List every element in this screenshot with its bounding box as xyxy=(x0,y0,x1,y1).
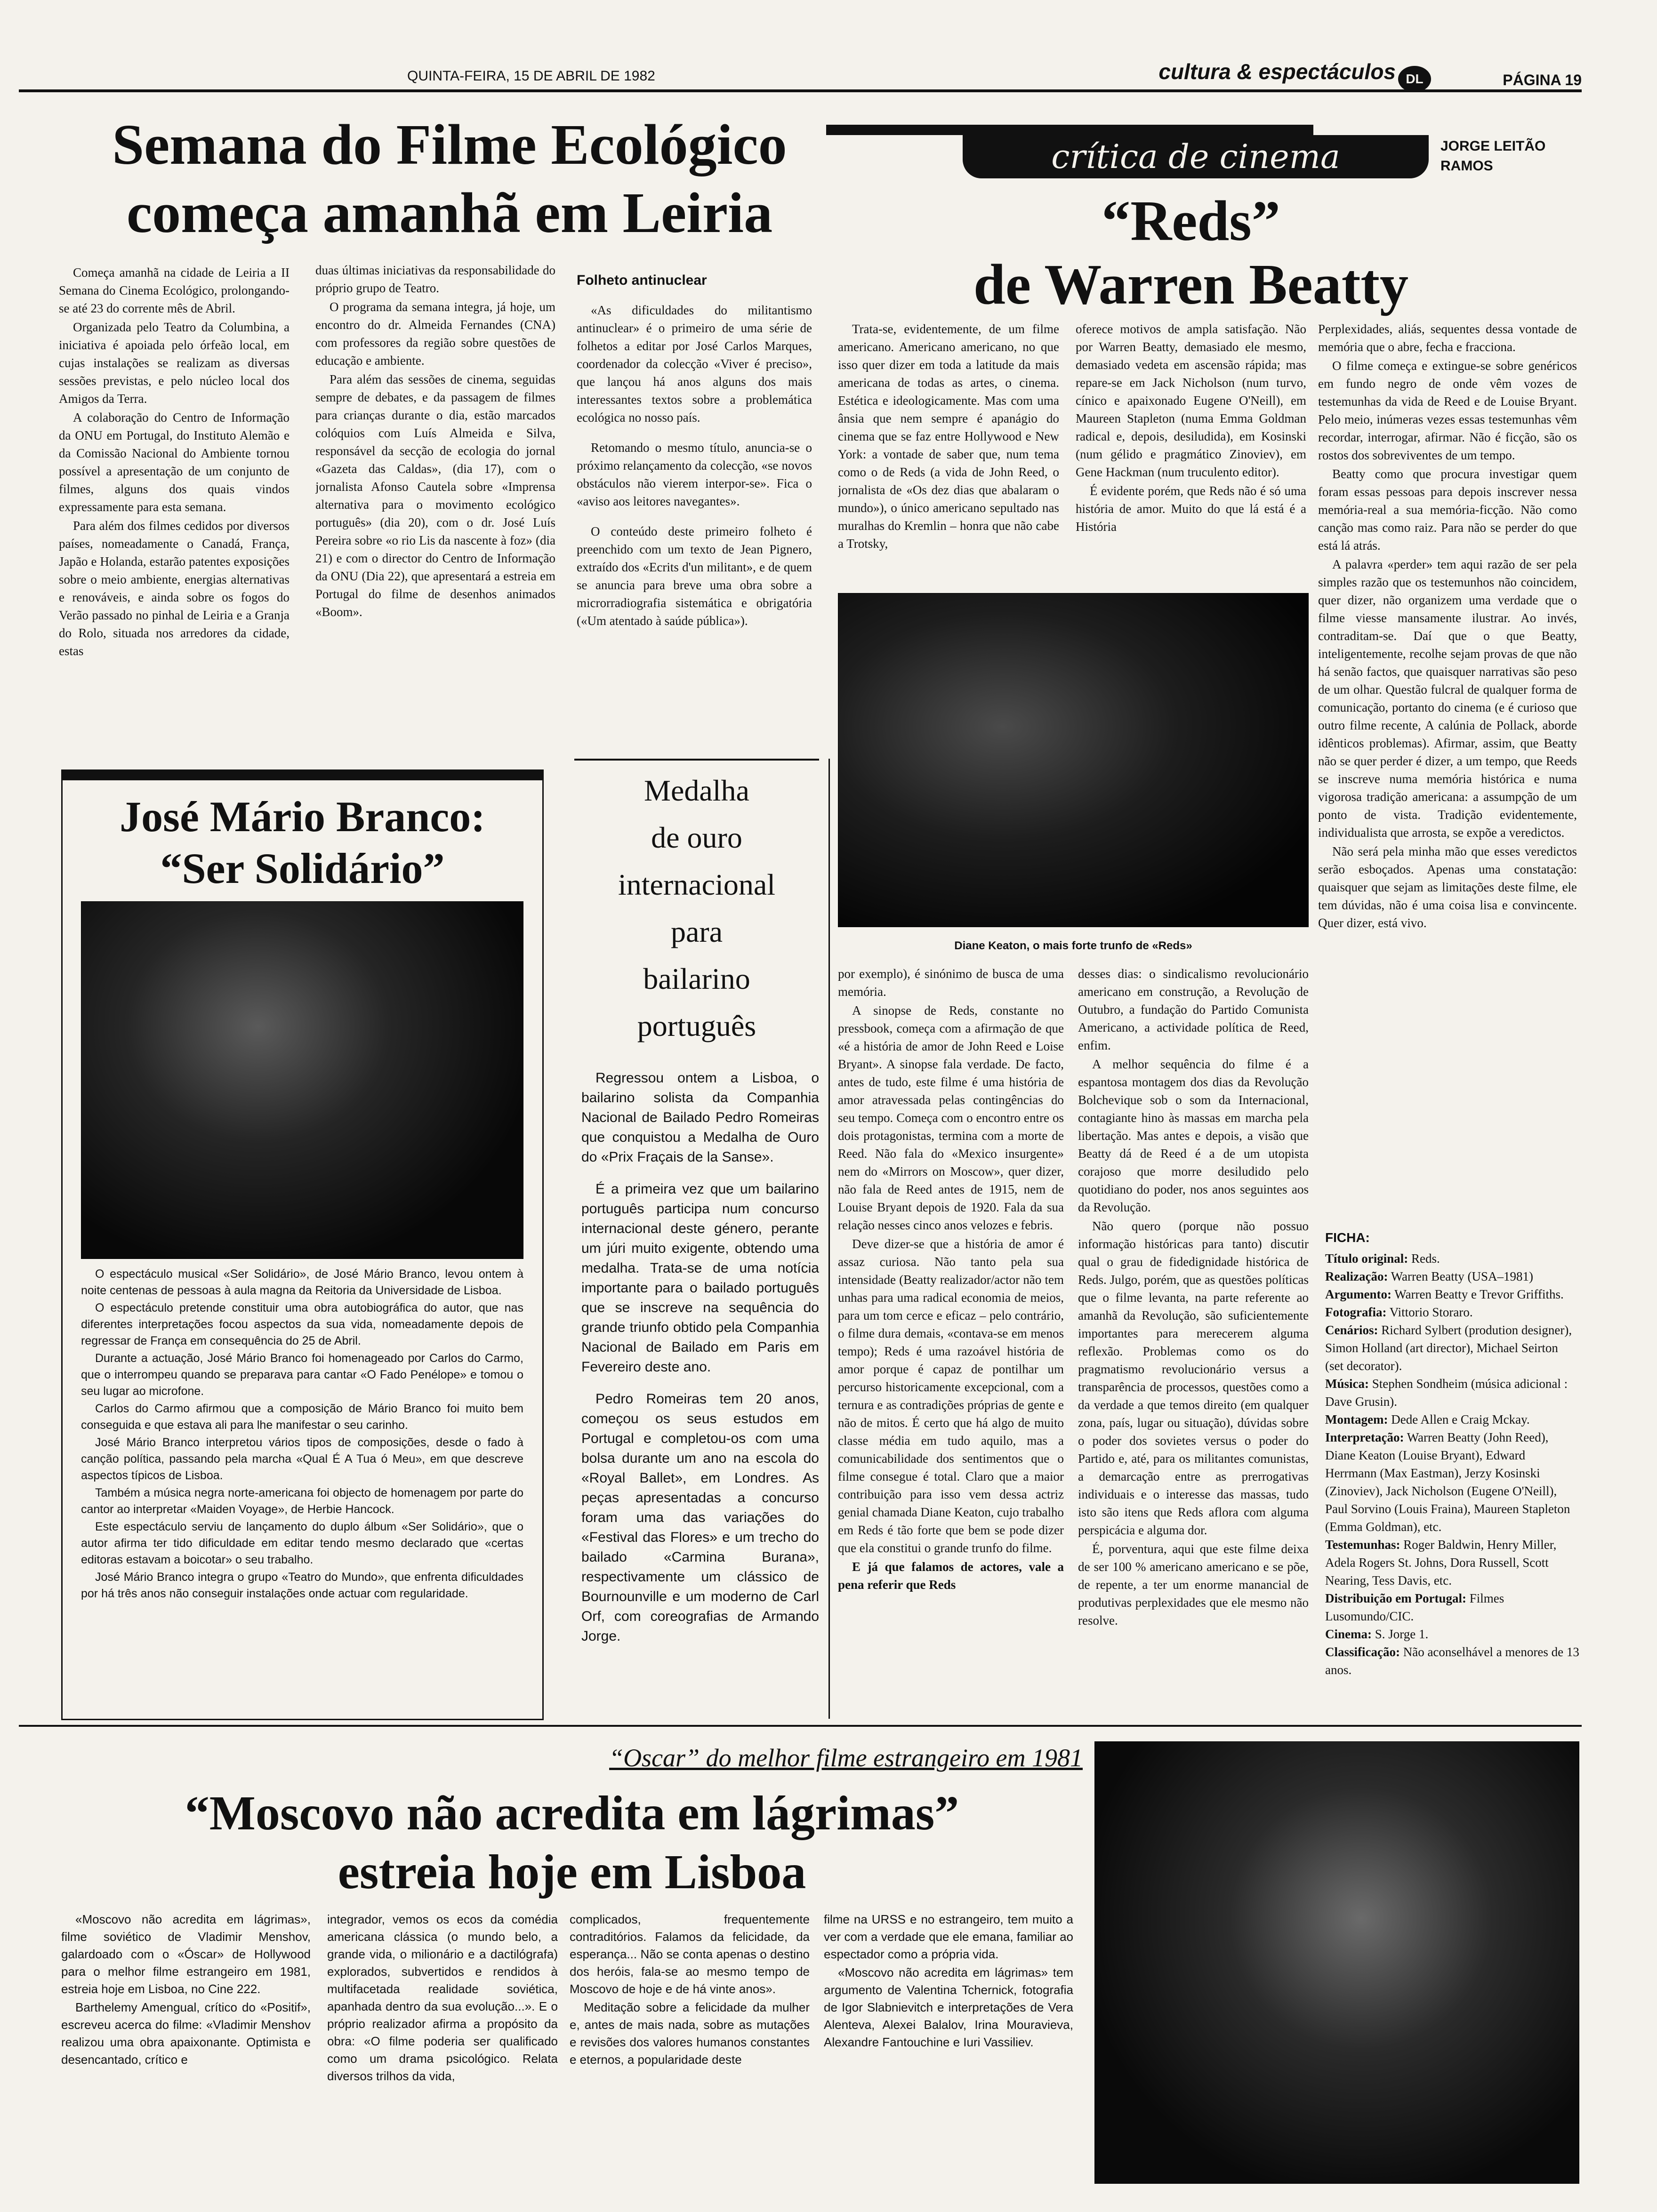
ecologico-paragraph: O programa da semana integra, já hoje, um encontro do dr. Almeida Fernandes (CNA) com professores da região sobre questões de educação e ambiente. xyxy=(315,300,555,368)
folheto-paragraph: O conteúdo deste primeiro folheto é preenchido com um texto de Jean Pignero, extraído dos «Ecrits d'un militant», e de quem se anuncia para breve uma obra sobre a microrradiografia sistemática e obrigatória («Um atentado à saúde pública»). xyxy=(577,524,812,628)
reds-paragraph: Trata-se, evidentemente, de um filme americano. Americano americano, no que isso quer dizer em toda a latitude da mais americana de todas as artes, o cinema. Estética e ideologicamente. Mas com uma ânsia que nem sempre é apanágio do cinema que se faz entre Hollywood e New York: a vontade de saber que, num tema como o de Reds (a vida de John Reed, o jornalista de «Os dez dias que abalaram o mundo»), o único americano sepultado nas muralhas do Kremlin – honra que não cabe a Trotsky, xyxy=(838,322,1059,551)
ecologico-title-line1: Semana do Filme Ecológico xyxy=(112,113,787,176)
ecologico-title-line2: começa amanhã em Leiria xyxy=(126,181,773,245)
medalha-right-rule xyxy=(828,759,830,1719)
medalha-title-line: para xyxy=(670,915,723,948)
medalha-title-line: de ouro xyxy=(651,821,742,854)
folheto-paragraph: Retomando o mesmo título, anuncia-se o próximo relançamento da colecção, «se novos obstáculos não vierem interpor-se». Fica o «aviso aos leitores navegantes». xyxy=(577,441,812,508)
ficha-row: Distribuição em Portugal: Filmes Lusomundo/CIC. xyxy=(1325,1591,1504,1623)
reds-paragraph: desses dias: o sindicalismo revolucionário americano em construção, a Revolução de Outubro, a fundação do Partido Comunista Americano, a actividade política de Reed, enfim. xyxy=(1078,967,1309,1052)
reds-paragraph: Não será pela minha mão que esses veredictos serão esboçados. Apenas uma constatação: quaisquer que sejam as limitações deste filme, ele tem dúvidas, não é uma coisa lisa e convincente. Quer dizer, está vivo. xyxy=(1318,844,1577,930)
ecologico-col1 xyxy=(59,264,290,744)
ecologico-col3 xyxy=(577,301,812,734)
ficha-row: Argumento: Warren Beatty e Trevor Griffiths. xyxy=(1325,1287,1564,1301)
moscovo-top-rule xyxy=(19,1725,1582,1727)
ficha-row: Classificação: Não aconselhável a menores de 13 anos. xyxy=(1325,1645,1579,1677)
reds-paragraph: Beatty como que procura investigar quem foram essas pessoas para depois inscrever nessa memória-real a sua memória-ficção. Não como canção mas como raiz. Para não se perder do que está lá atrás. xyxy=(1318,467,1577,553)
branco-title-line1: José Mário Branco: xyxy=(120,793,485,841)
moscovo-col3 xyxy=(570,1911,810,2193)
reds-paragraph: A palavra «perder» tem aqui razão de ser pela simples razão que os testemunhos não coincidem, quer dizer, não organizem uma verdade que o filme viesse mansamente ilustrar. Ao invés, contraditam-se. Daí que o que Beatty, inteligentemente, recolhe sejam provas de que não há senão factos, que quaisquer narrativas são peso de um olhar. Questão fulcral de qualquer forma de comunicação, portanto do cinema (e é curioso que outro filme recente, A calúnia de Pollack, aborde idênticos problemas). Afirmar, assim, que Beatty não se quer perder é dizer, a um tempo, que Reeds se inscreve numa memória histórica e numa vigorosa tradição americana: a assumpção de um ponto de vista. Tradição evidentemente, individualista que arrosta, se expõe a veredictos. xyxy=(1318,557,1577,840)
ficha-row: Cinema: S. Jorge 1. xyxy=(1325,1627,1429,1641)
moscovo-kicker: “Oscar” do melhor filme estrangeiro em 1981 xyxy=(609,1744,1083,1772)
branco-concert-photo xyxy=(81,901,523,1259)
folheto-subhead: Folheto antinuclear xyxy=(577,272,707,288)
moscovo-col2 xyxy=(327,1911,558,2193)
reds-top-rule xyxy=(826,125,1313,135)
moscovo-col4 xyxy=(824,1911,1073,2193)
reds-paragraph: Não quero (porque não possuo informação históricas para tanto) discutir qual o grau de fidedignidade histórica de Reds. Julgo, porém, que as questões políticas que o filme levanta, na parte referente ao amanhã da Revolução, são suficientemente importantes para merecerem alguma reflexão. Problemas como os do pragmatismo revolucionário versus a transparência de processos, questões como a da verdade a que temos direito (em qualquer zona, país, lugar ou situação), dúvidas sobre o poder dos sovietes versus o poder do Partido e, até, para os militantes comunistas, a demarcação entre as prerrogativas individuais e o interesse das massas, tudo isto são itens que Reds aflora com alguma perspicácia e alguma dor. xyxy=(1078,1219,1309,1537)
reds-title-line2: de Warren Beatty xyxy=(973,253,1408,316)
branco-title-line2: “Ser Solidário” xyxy=(160,844,445,892)
branco-paragraph: Durante a actuação, José Mário Branco foi homenageado por Carlos do Carmo, que o interrompeu quando se preparava para cantar «O Fado Penélope» e tomou o seu lugar ao microfone. xyxy=(81,1352,523,1398)
branco-paragraph: O espectáculo pretende constituir uma obra autobiográfica do autor, que nas diferentes interpretações focou aspectos da sua vida, nomeadamente depois de regressar de França em consequência do 25 de Abril. xyxy=(81,1301,523,1347)
moscovo-paragraph: integrador, vemos os ecos da comédia americana clássica (o mundo belo, a grande vida, o milionário e a dactilógrafa) explorados, subvertidos e rendidos à multifacetada realidade soviética, apanhada dentro da sua evolução...». E o próprio realizador afirma a propósito da obra: «O filme poderia ser qualificado como um drama psicológico. Relata diversos trilhos da vida, xyxy=(327,1912,558,2083)
moscovo-paragraph: Meditação sobre a felicidade da mulher e, antes de mais nada, sobre as mutações e revisões dos valores humanos constantes e eternos, a popularidade deste xyxy=(570,2000,810,2067)
reds-paragraph: É evidente porém, que Reds não é só uma história de amor. Muito do que lá está é a História xyxy=(1076,484,1306,534)
moscovo-title-line1: “Moscovo não acredita em lágrimas” xyxy=(185,1786,959,1840)
moscovo-paragraph: complicados, frequentemente contraditórios. Falamos da felicidade, da esperança... Não se conta apenas o destino dos heróis, fala-se ao mesmo tempo de Moscovo de hoje e de há vinte anos». xyxy=(570,1912,810,1996)
moscovo-paragraph: «Moscovo não acredita em lágrimas» tem argumento de Valentina Tchernick, fotografia de Igor Slabnievitch e interpretações de Vera Alenteva, Alexei Balalov, Irina Mouravieva, Alexandre Fantouchine e Iuri Vassiliev. xyxy=(824,1965,1073,2049)
moscovo-paragraph: «Moscovo não acredita em lágrimas», filme soviético de Vladimir Menshov, galardoado com o «Óscar» de Hollywood para o melhor filme estrangeiro em 1981, estreia hoje em Lisboa, no Cine 222. xyxy=(61,1912,311,1996)
ficha-list xyxy=(1325,1250,1579,1720)
medalha-title-line: internacional xyxy=(618,868,776,901)
branco-paragraph: O espectáculo musical «Ser Solidário», de José Mário Branco, levou ontem à noite centenas de pessoas à aula magna da Reitoria da Universidade de Lisboa. xyxy=(81,1267,523,1297)
reds-paragraph: A sinopse de Reds, constante no pressbook, começa com a afirmação de que «é a história de amor de John Reed e Loise Bryant». A sinopse fala verdade. De facto, antes de tudo, este filme é uma história de amor atravessada pelas contingências do seu tempo. Começa com o encontro entre os dois protagonistas, termina com a morte de Reed. Não fala do «Mexico insurgente» nem do «Mirrors on Moscow», quer dizer, não fala de Reed antes de 1915, nem de Louise Bryant depois de 1920. Fala da sua relação nesses cinco anos velozes e febris. xyxy=(838,1003,1064,1232)
branco-body xyxy=(81,1266,523,1713)
reds-paragraph: O filme começa e extingue-se sobre genéricos em fundo negro de onde vêm vozes de testemunhas da vida de Reed e de Louise Bryant. Pelo meio, inúmeras vezes essas testemunhas vêm recordar, interrogar, afirmar. Não é ficção, são os rostos dos sobreviventes de um tempo. xyxy=(1318,359,1577,462)
ficha-title: FICHA: xyxy=(1325,1230,1370,1245)
branco-top-rule xyxy=(63,771,542,780)
ecologico-paragraph: Organizada pelo Teatro da Columbina, a iniciativa é apoiada pelo órfeão local, em cujas instalações se realizam as diversas sessões previstas, e pelo núcleo local dos Amigos da Terra. xyxy=(59,320,290,406)
branco-paragraph: José Mário Branco integra o grupo «Teatro do Mundo», que enfrenta dificuldades por há três anos não conseguir instalações onde actuar com regularidade. xyxy=(81,1571,523,1600)
folheto-paragraph: «As dificuldades do militantismo antinuclear» é o primeiro de uma série de folhetos a editar por José Carlos Marques, coordenador da colecção «Viver é preciso», que lançou há anos alguns dos mais interessantes textos sobre a problemática ecológica no nosso país. xyxy=(577,303,812,425)
moscovo-paragraph: filme na URSS e no estrangeiro, tem muito a ver com a verdade que ele emana, familiar ao espectador como a própria vida. xyxy=(824,1912,1073,1961)
reds-photo-caption: Diane Keaton, o mais forte trunfo de «Reds» xyxy=(954,939,1192,952)
reds-paragraph: oferece motivos de ampla satisfação. Não por Warren Beatty, demasiado ele mesmo, demasiado vedeta em ascensão rápida; mas repare-se em Jack Nicholson (num turvo, cínico e apaixonado Eugene O'Neill), em Maureen Stapleton (numa Emma Goldman radical e, depois, desiludida), em Kosinski (num gélido e pragmático Zinoviev), em Gene Hackman (num truculento editor). xyxy=(1076,322,1306,479)
reds-col3 xyxy=(1318,320,1577,1205)
moscovo-film-still xyxy=(1094,1741,1579,2184)
reds-paragraph: É, porventura, aqui que este filme deixa de ser 100 % americano americano e se põe, de repente, a ter um enorme manancial de produtivas perplexidades que ele mesmo não resolve. xyxy=(1078,1542,1309,1627)
medalha-paragraph: Pedro Romeiras tem 20 anos, começou os seus estudos em Portugal e completou-os com uma bolsa durante um ano na escola do «Royal Ballet», em Londres. As peças apresentadas a concurso foram uma das variações do «Festival das Flores» e um trecho do bailado «Carmina Burana», respectivamente um clássico de Bournounville e um moderno de Carl Orf, com coreografias de Armando Jorge. xyxy=(581,1391,819,1644)
medalha-body xyxy=(581,1068,819,1713)
ficha-row: Testemunhas: Roger Baldwin, Henry Miller, Adela Rogers St. Johns, Dora Russell, Scott Nearing, Tess Davis, etc. xyxy=(1325,1538,1557,1587)
critica-banner-label: crítica de cinema xyxy=(1051,137,1340,176)
reds-paragraph: A melhor sequência do filme é a espantosa montagem dos dias da Revolução Bolchevique sob o som da Internacional, contagiante hino às massas em marcha pela libertação. Mas antes e depois, a visão que Beatty dá de Reed é a de um utopista corajoso que morre desiludido pelo quotidiano do poder, nos anos seguintes aos da Revolução. xyxy=(1078,1057,1309,1214)
ficha-row: Título original: Reds. xyxy=(1325,1251,1440,1266)
masthead-date: QUINTA-FEIRA, 15 DE ABRIL DE 1982 xyxy=(407,68,655,84)
ficha-row: Realização: Warren Beatty (USA–1981) xyxy=(1325,1269,1533,1283)
branco-paragraph: Este espectáculo serviu de lançamento do duplo álbum «Ser Solidário», que o autor afirma ter tido dificuldade em editar tendo mesmo declarado que «certas editoras estavam a boicotar» o seu trabalho. xyxy=(81,1520,523,1566)
author-name-line1: JORGE LEITÃO xyxy=(1440,138,1546,154)
reds-col2-top xyxy=(1076,320,1306,593)
ecologico-paragraph: duas últimas iniciativas da responsabilidade do próprio grupo de Teatro. xyxy=(315,263,555,295)
reds-paragraph: E já que falamos de actores, vale a pena referir que Reds xyxy=(838,1560,1064,1592)
branco-paragraph: Carlos do Carmo afirmou que a composição de Mário Branco foi muito bem conseguida e que estava ali para lhe manifestar o seu carinho. xyxy=(81,1402,523,1432)
moscovo-col1 xyxy=(61,1911,311,2193)
medalha-paragraph: É a primeira vez que um bailarino português participa num concurso internacional deste género, perante um júri muito exigente, obtendo uma medalha. Trata-se de uma notícia importante para o bailado português que se inscreve na sequência do grande triunfo obtido pela Companhia Nacional de Bailado em Paris em Fevereiro deste ano. xyxy=(581,1181,819,1375)
reds-paragraph: Deve dizer-se que a história de amor é assaz curiosa. Não tanto pela sua intensidade (Beatty realizador/actor não tem unhas para uma radical economia de meios, para um tom cerce e eficaz – pelo contrário, o filme dura demais, «contava-se em menos tempo); Reds é uma razoável história de amor porque é capaz de pontilhar um percurso historicamente excepcional, com a ternura e as contradições próprias de gente e não de mitos. É certo que há algo de muito classe média em tudo aquilo, mas a comunicabilidade dos sentimentos que o filme consegue é total. Claro que a maior contribuição para isso vem dessa actriz genial chamada Diane Keaton, cujo trabalho em Reds é tão forte que bem se pode dizer que ela constitui o grande trunfo do filme. xyxy=(838,1237,1064,1555)
medalha-top-rule xyxy=(574,759,819,761)
reds-paragraph: por exemplo), é sinónimo de busca de uma memória. xyxy=(838,967,1064,999)
reds-photo-diane-keaton xyxy=(838,593,1309,927)
reds-title-line1: “Reds” xyxy=(1102,189,1280,253)
ecologico-paragraph: Começa amanhã na cidade de Leiria a II Semana do Cinema Ecológico, prolongando-se até 23 do corrente mês de Abril. xyxy=(59,265,290,315)
page-number: PÁGINA 19 xyxy=(1503,72,1582,88)
medalha-title-line: português xyxy=(637,1009,756,1042)
medalha-title xyxy=(574,767,819,1059)
ecologico-paragraph: Para além dos filmes cedidos por diversos países, nomeadamente o Canadá, França, Japão e Holanda, estarão patentes exposições sobre o meio ambiente, energias alternativas e renováveis, e ainda sobre os fogos do Verão passado no pinhal de Leiria e a Granja do Rolo, situada nos arredores da cidade, estas xyxy=(59,519,290,658)
masthead-rule xyxy=(19,89,1582,92)
ficha-row: Cenários: Richard Sylbert (prodution designer), Simon Holland (art director), Michael Seirton (set decorator). xyxy=(1325,1323,1572,1373)
ficha-row: Interpretação: Warren Beatty (John Reed), Diane Keaton (Louise Bryant), Edward Herrmann (Max Eastman), Jerzy Kosinski (Zinoviev), Jack Nicholson (Eugene O'Neill), Paul Sorvino (Louis Fraina), Maureen Stapleton (Emma Goldman), etc. xyxy=(1325,1430,1570,1534)
moscovo-paragraph: Barthelemy Amengual, crítico do «Positif», escreveu acerca do filme: «Vladimir Menshov realizou uma obra apaixonante. Optimista e desencantado, crítico e xyxy=(61,2000,311,2067)
section-name: cultura & espectáculos xyxy=(1158,59,1396,84)
reds-col1-bottom xyxy=(838,965,1064,1718)
moscovo-title-line2: estreia hoje em Lisboa xyxy=(338,1845,806,1899)
reds-col1-top xyxy=(838,320,1059,593)
ficha-row: Fotografia: Vittorio Storaro. xyxy=(1325,1305,1473,1319)
reds-col2-bottom xyxy=(1078,965,1309,1718)
reds-paragraph: Perplexidades, aliás, sequentes dessa vontade de memória que o abre, fecha e fracciona. xyxy=(1318,322,1577,354)
author-name-line2: RAMOS xyxy=(1440,158,1493,174)
medalha-title-line: Medalha xyxy=(644,774,749,807)
ficha-row: Música: Stephen Sondheim (música adicional : Dave Grusin). xyxy=(1325,1377,1568,1409)
ecologico-paragraph: A colaboração do Centro de Informação da ONU em Portugal, do Instituto Alemão e da Comissão Nacional do Ambiente tornou possível a apresentação de um conjunto de filmes, alguns dos quais vindos expressamente para esta semana. xyxy=(59,410,290,514)
ecologico-paragraph: Para além das sessões de cinema, seguidas sempre de debates, e da passagem de filmes para crianças durante o dia, estão marcados colóquios com Luís Almeida e Silva, responsável da secção de ecologia do jornal «Gazeta das Caldas», (dia 17), com o jornalista Afonso Cautela sobre «Imprensa alternativa para o movimento ecológico português» (dia 20), com o dr. José Luís Pereira sobre «o rio Lis da nascente à foz» (dia 21) e com o director do Centro de Informação da ONU (Dia 22), que apresentará a estreia em Portugal do filme de desenhos animados «Boom». xyxy=(315,372,555,619)
branco-paragraph: Também a música negra norte-americana foi objecto de homenagem por parte do cantor ao interpretar «Maiden Voyage», de Herbie Hancock. xyxy=(81,1486,523,1516)
ecologico-col2 xyxy=(315,261,555,741)
ficha-row: Montagem: Dede Allen e Craig Mckay. xyxy=(1325,1412,1530,1427)
medalha-title-line: bailarino xyxy=(643,962,750,995)
branco-paragraph: José Mário Branco interpretou vários tipos de composições, desde o fado à canção política, passando pela marcha «Qual É A Tua ó Meu», em que descreve aspectos típicos de Lisboa. xyxy=(81,1436,523,1482)
medalha-paragraph: Regressou ontem a Lisboa, o bailarino solista da Companhia Nacional de Bailado Pedro Romeiras que conquistou a Medalha de Ouro do «Prix Fraçais de la Sanse». xyxy=(581,1070,819,1165)
section-badge: DL xyxy=(1398,66,1431,92)
